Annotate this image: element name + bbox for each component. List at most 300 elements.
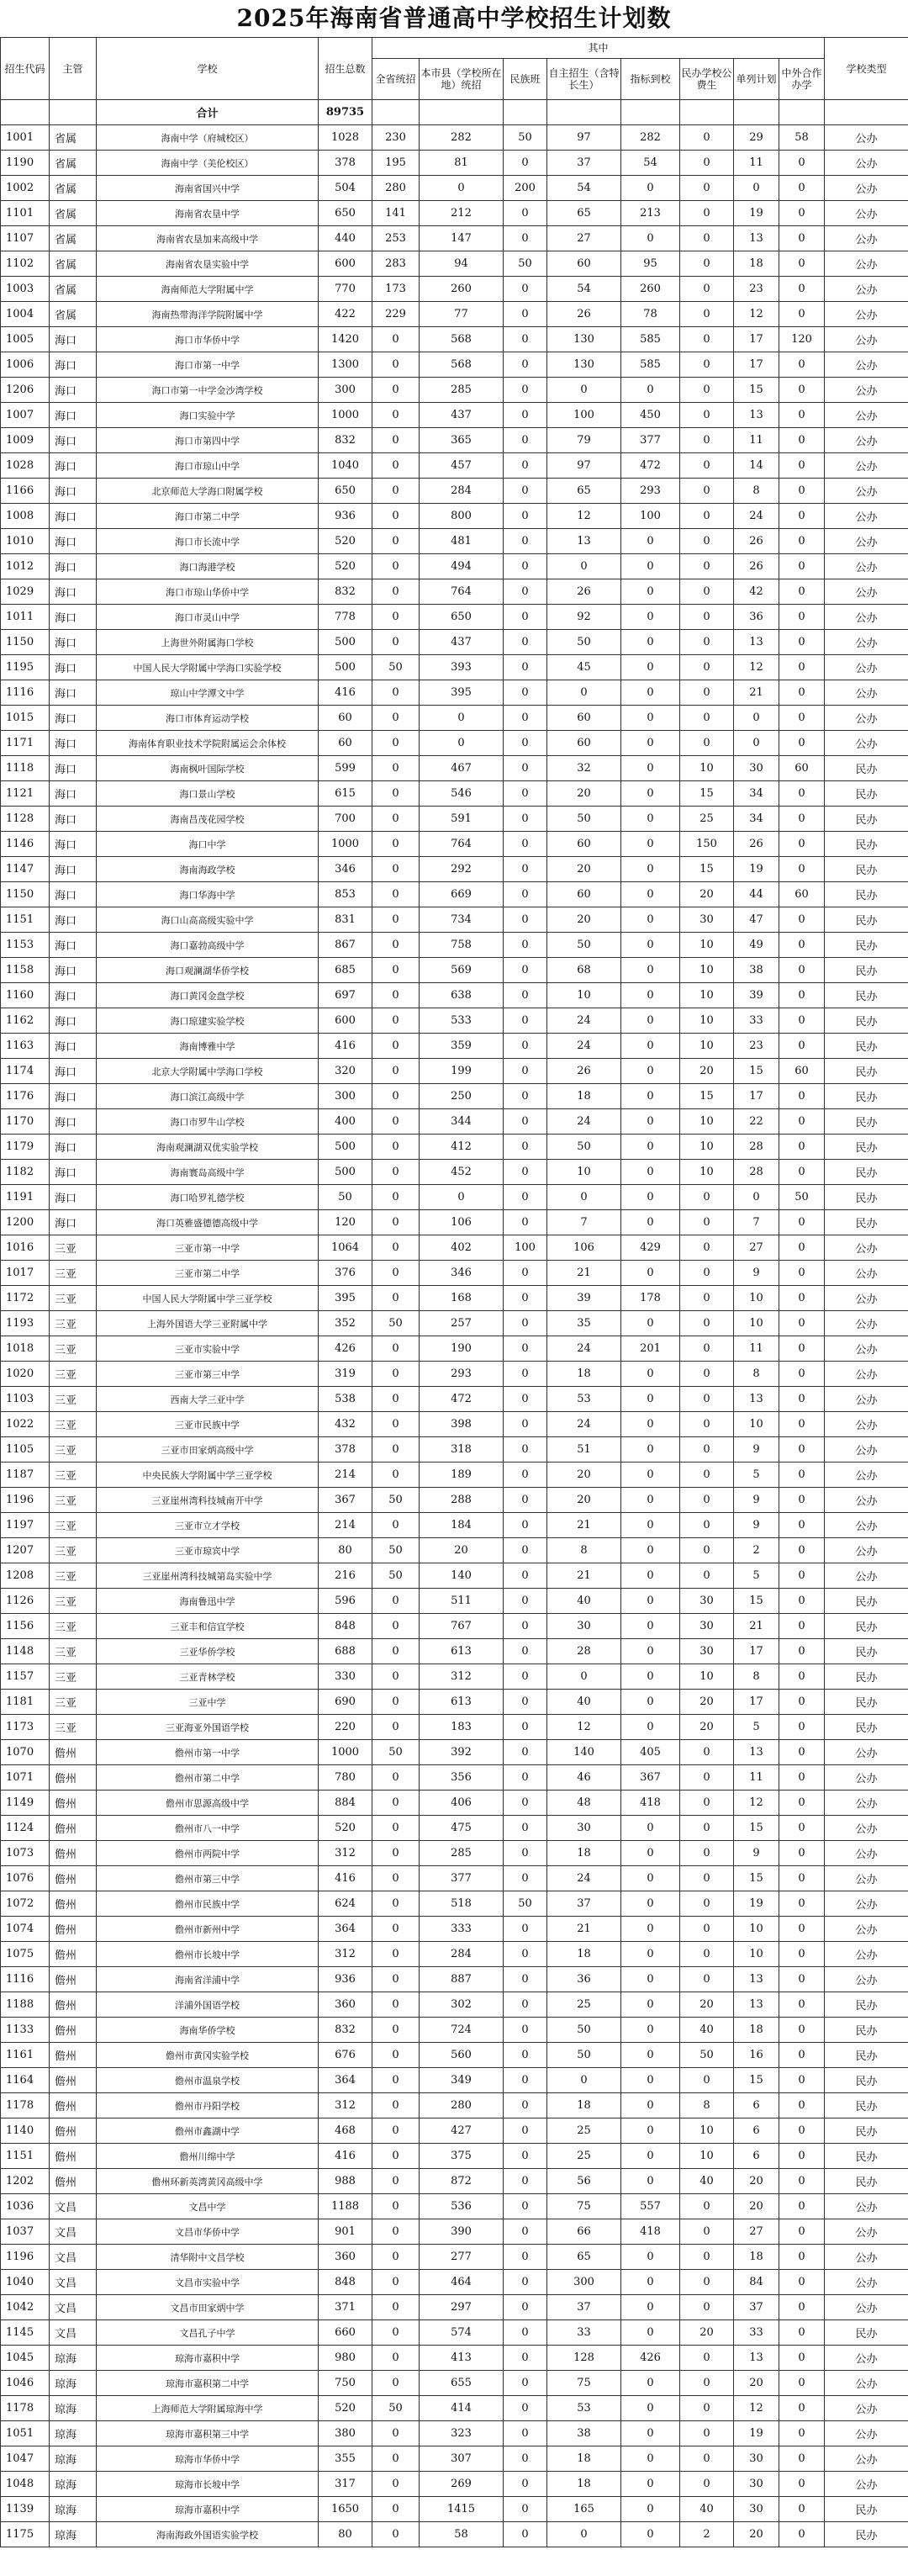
cell-type: 民办	[825, 983, 908, 1008]
cell-minban: 0	[680, 630, 734, 655]
cell-school: 海南热带海洋学院附属中学	[97, 302, 319, 327]
cell-school: 海口市华侨中学	[97, 327, 319, 352]
cell-minzu: 0	[504, 2068, 547, 2093]
cell-minzu: 0	[504, 529, 547, 554]
cell-zhibiao: 0	[621, 1084, 680, 1109]
cell-code: 1150	[1, 882, 50, 907]
cell-zhibiao: 0	[621, 2245, 680, 2270]
cell-province: 0	[372, 1765, 420, 1791]
cell-dept: 三亚	[50, 1235, 97, 1261]
cell-code: 1145	[1, 2320, 50, 2346]
cell-local: 250	[420, 1084, 504, 1109]
cell-minzu: 0	[504, 1866, 547, 1891]
table-row	[1, 1387, 908, 1412]
cell-zhongwai: 0	[779, 1235, 825, 1261]
cell-dept: 海口	[50, 781, 97, 807]
cell-type: 民办	[825, 781, 908, 807]
table-row	[1, 2068, 908, 2093]
cell-zizhu: 24	[547, 1412, 621, 1437]
cell-minban: 20	[680, 1059, 734, 1084]
table-row	[1, 2421, 908, 2446]
cell-zhongwai: 0	[779, 1917, 825, 1942]
cell-zhibiao: 201	[621, 1336, 680, 1362]
table-row	[1, 1210, 908, 1235]
cell-local: 323	[420, 2421, 504, 2446]
table-row	[1, 1563, 908, 1589]
cell-minban: 0	[680, 731, 734, 756]
cell-total: 688	[319, 1639, 372, 1664]
cell-total: 504	[319, 176, 372, 201]
cell-zhongwai: 0	[779, 630, 825, 655]
cell-zhongwai: 0	[779, 1639, 825, 1664]
cell-code: 1121	[1, 781, 50, 807]
cell-province: 0	[372, 1185, 420, 1210]
cell-zhibiao: 0	[621, 1008, 680, 1034]
cell-school: 儋州市两院中学	[97, 1841, 319, 1866]
cell-school: 海南观澜湖双优实验学校	[97, 1135, 319, 1160]
cell-code: 1116	[1, 680, 50, 706]
cell-zhongwai: 0	[779, 2371, 825, 2396]
cell-danlie: 34	[734, 781, 779, 807]
cell-type: 民办	[825, 1690, 908, 1715]
cell-total: 364	[319, 2068, 372, 2093]
cell-zhibiao: 0	[621, 605, 680, 630]
cell-code: 1160	[1, 983, 50, 1008]
cell-danlie: 36	[734, 605, 779, 630]
cell-dept: 海口	[50, 807, 97, 832]
summary-cell	[621, 100, 680, 125]
cell-type: 公办	[825, 1336, 908, 1362]
cell-danlie: 29	[734, 125, 779, 151]
cell-zizhu: 38	[547, 2421, 621, 2446]
cell-local: 467	[420, 756, 504, 781]
cell-minban: 10	[680, 1160, 734, 1185]
cell-code: 1102	[1, 251, 50, 277]
cell-zizhu: 18	[547, 1084, 621, 1109]
cell-province: 50	[372, 1563, 420, 1589]
cell-zhongwai: 0	[779, 378, 825, 403]
cell-total: 848	[319, 2270, 372, 2295]
cell-local: 77	[420, 302, 504, 327]
cell-local: 284	[420, 479, 504, 504]
cell-type: 公办	[825, 2421, 908, 2446]
cell-danlie: 11	[734, 428, 779, 453]
cell-minzu: 0	[504, 504, 547, 529]
cell-type: 民办	[825, 2522, 908, 2547]
cell-zhongwai: 0	[779, 1034, 825, 1059]
cell-minban: 0	[680, 1942, 734, 1967]
cell-code: 1022	[1, 1412, 50, 1437]
cell-local: 452	[420, 1160, 504, 1185]
cell-total: 520	[319, 529, 372, 554]
cell-school: 琼山中学潭文中学	[97, 680, 319, 706]
table-row	[1, 554, 908, 579]
cell-minban: 0	[680, 1210, 734, 1235]
cell-zhongwai: 0	[779, 428, 825, 453]
cell-local: 427	[420, 2118, 504, 2144]
cell-local: 437	[420, 403, 504, 428]
cell-province: 50	[372, 655, 420, 680]
summary-cell	[680, 100, 734, 125]
cell-school: 海口市第一中学	[97, 352, 319, 378]
cell-dept: 儋州	[50, 2169, 97, 2194]
cell-type: 公办	[825, 1437, 908, 1463]
cell-dept: 海口	[50, 1084, 97, 1109]
cell-total: 596	[319, 1589, 372, 1614]
cell-province: 0	[372, 1463, 420, 1488]
table-row	[1, 226, 908, 251]
cell-dept: 儋州	[50, 2118, 97, 2144]
cell-zhongwai: 60	[779, 1059, 825, 1084]
cell-code: 1139	[1, 2497, 50, 2522]
cell-minzu: 0	[504, 2144, 547, 2169]
cell-zhongwai: 0	[779, 1160, 825, 1185]
cell-minban: 0	[680, 378, 734, 403]
cell-local: 518	[420, 1891, 504, 1917]
cell-type: 公办	[825, 1235, 908, 1261]
cell-type: 公办	[825, 655, 908, 680]
cell-zhongwai: 0	[779, 352, 825, 378]
cell-zhibiao: 418	[621, 2219, 680, 2245]
cell-school: 三亚市田家炳高级中学	[97, 1437, 319, 1463]
cell-zhibiao: 0	[621, 554, 680, 579]
cell-school: 海南鲁迅中学	[97, 1589, 319, 1614]
cell-minzu: 0	[504, 1942, 547, 1967]
cell-minzu: 0	[504, 1135, 547, 1160]
cell-province: 0	[372, 2371, 420, 2396]
cell-minban: 10	[680, 756, 734, 781]
cell-local: 168	[420, 1286, 504, 1311]
cell-zhibiao: 0	[621, 781, 680, 807]
cell-province: 0	[372, 1917, 420, 1942]
cell-total: 500	[319, 630, 372, 655]
header-dept: 主管	[50, 38, 97, 100]
cell-province: 0	[372, 352, 420, 378]
cell-type: 公办	[825, 1311, 908, 1336]
table-row	[1, 2245, 908, 2270]
cell-type: 公办	[825, 1765, 908, 1791]
cell-total: 867	[319, 933, 372, 958]
cell-zhibiao: 0	[621, 832, 680, 857]
cell-danlie: 12	[734, 302, 779, 327]
cell-zhibiao: 0	[621, 176, 680, 201]
cell-danlie: 13	[734, 1992, 779, 2018]
cell-minban: 10	[680, 983, 734, 1008]
cell-local: 260	[420, 277, 504, 302]
cell-minzu: 0	[504, 983, 547, 1008]
cell-code: 1164	[1, 2068, 50, 2093]
cell-local: 494	[420, 554, 504, 579]
cell-province: 0	[372, 983, 420, 1008]
cell-minban: 0	[680, 2472, 734, 2497]
cell-total: 80	[319, 1538, 372, 1563]
cell-minban: 150	[680, 832, 734, 857]
cell-type: 公办	[825, 1286, 908, 1311]
cell-zhibiao: 0	[621, 378, 680, 403]
cell-danlie: 47	[734, 907, 779, 933]
cell-minzu: 0	[504, 680, 547, 706]
table-row	[1, 958, 908, 983]
cell-zhongwai: 120	[779, 327, 825, 352]
cell-local: 199	[420, 1059, 504, 1084]
cell-code: 1156	[1, 1614, 50, 1639]
cell-minban: 30	[680, 1614, 734, 1639]
cell-minban: 0	[680, 529, 734, 554]
cell-zizhu: 37	[547, 1891, 621, 1917]
cell-zhongwai: 0	[779, 1336, 825, 1362]
cell-total: 346	[319, 857, 372, 882]
cell-minban: 50	[680, 2043, 734, 2068]
cell-danlie: 0	[734, 731, 779, 756]
cell-danlie: 19	[734, 201, 779, 226]
cell-danlie: 44	[734, 882, 779, 907]
cell-total: 600	[319, 1008, 372, 1034]
cell-total: 312	[319, 1942, 372, 1967]
cell-school: 三亚丰和信宜学校	[97, 1614, 319, 1639]
cell-total: 520	[319, 554, 372, 579]
cell-province: 0	[372, 807, 420, 832]
cell-zhongwai: 0	[779, 933, 825, 958]
cell-province: 0	[372, 378, 420, 403]
cell-school: 海南海政学校	[97, 857, 319, 882]
cell-school: 北京大学附属中学海口学校	[97, 1059, 319, 1084]
cell-zizhu: 0	[547, 1664, 621, 1690]
cell-code: 1009	[1, 428, 50, 453]
cell-school: 琼海市嘉积中学	[97, 2346, 319, 2371]
cell-total: 1188	[319, 2194, 372, 2219]
cell-minzu: 0	[504, 1715, 547, 1740]
cell-minban: 20	[680, 882, 734, 907]
cell-school: 海口华海中学	[97, 882, 319, 907]
table-row	[1, 2270, 908, 2295]
table-row	[1, 1992, 908, 2018]
cell-total: 599	[319, 756, 372, 781]
cell-local: 293	[420, 1362, 504, 1387]
cell-dept: 儋州	[50, 1765, 97, 1791]
cell-code: 1076	[1, 1866, 50, 1891]
cell-province: 0	[372, 933, 420, 958]
cell-zhibiao: 0	[621, 579, 680, 605]
cell-type: 公办	[825, 479, 908, 504]
cell-minzu: 0	[504, 1034, 547, 1059]
cell-minzu: 0	[504, 1210, 547, 1235]
cell-province: 0	[372, 2118, 420, 2144]
cell-zizhu: 40	[547, 1690, 621, 1715]
cell-minzu: 0	[504, 1639, 547, 1664]
cell-province: 0	[372, 2245, 420, 2270]
cell-minban: 25	[680, 807, 734, 832]
cell-school: 海口市罗牛山学校	[97, 1109, 319, 1135]
cell-minban: 0	[680, 1967, 734, 1992]
cell-province: 0	[372, 1589, 420, 1614]
cell-local: 292	[420, 857, 504, 882]
cell-dept: 海口	[50, 1059, 97, 1084]
cell-province: 195	[372, 151, 420, 176]
cell-province: 0	[372, 2295, 420, 2320]
cell-province: 0	[372, 403, 420, 428]
cell-dept: 儋州	[50, 1791, 97, 1816]
cell-danlie: 23	[734, 1034, 779, 1059]
cell-total: 1000	[319, 1740, 372, 1765]
cell-zizhu: 140	[547, 1740, 621, 1765]
cell-school: 儋州环新英湾黄冈高级中学	[97, 2169, 319, 2194]
cell-zhongwai: 0	[779, 1816, 825, 1841]
table-row	[1, 1614, 908, 1639]
cell-type: 民办	[825, 1084, 908, 1109]
cell-school: 海口市长流中学	[97, 529, 319, 554]
cell-province: 230	[372, 125, 420, 151]
cell-dept: 省属	[50, 125, 97, 151]
cell-zizhu: 0	[547, 378, 621, 403]
cell-zizhu: 20	[547, 1463, 621, 1488]
cell-zhongwai: 60	[779, 756, 825, 781]
cell-minban: 10	[680, 2118, 734, 2144]
cell-zizhu: 28	[547, 1639, 621, 1664]
summary-cell	[50, 100, 97, 125]
cell-local: 184	[420, 1513, 504, 1538]
cell-zhibiao: 0	[621, 1715, 680, 1740]
cell-minban: 0	[680, 1513, 734, 1538]
cell-zhibiao: 0	[621, 680, 680, 706]
cell-local: 277	[420, 2245, 504, 2270]
cell-zizhu: 26	[547, 579, 621, 605]
cell-danlie: 13	[734, 2346, 779, 2371]
table-row	[1, 1690, 908, 1715]
cell-zizhu: 106	[547, 1235, 621, 1261]
cell-minzu: 0	[504, 605, 547, 630]
cell-type: 民办	[825, 1185, 908, 1210]
cell-total: 1028	[319, 125, 372, 151]
cell-zhibiao: 0	[621, 706, 680, 731]
cell-zhibiao: 0	[621, 1059, 680, 1084]
cell-local: 560	[420, 2043, 504, 2068]
cell-danlie: 12	[734, 2396, 779, 2421]
cell-minban: 0	[680, 706, 734, 731]
cell-local: 307	[420, 2446, 504, 2472]
cell-dept: 儋州	[50, 1841, 97, 1866]
cell-school: 儋州市思源高级中学	[97, 1791, 319, 1816]
cell-type: 民办	[825, 1614, 908, 1639]
cell-dept: 儋州	[50, 1967, 97, 1992]
cell-school: 上海外国语大学三亚附属中学	[97, 1311, 319, 1336]
cell-dept: 三亚	[50, 1488, 97, 1513]
cell-zizhu: 65	[547, 201, 621, 226]
cell-total: 120	[319, 1210, 372, 1235]
cell-zhongwai: 0	[779, 2446, 825, 2472]
cell-danlie: 20	[734, 2522, 779, 2547]
cell-school: 文昌孔子中学	[97, 2320, 319, 2346]
cell-type: 公办	[825, 176, 908, 201]
table-row	[1, 1362, 908, 1387]
cell-province: 0	[372, 1160, 420, 1185]
cell-zhongwai: 0	[779, 1614, 825, 1639]
cell-code: 1140	[1, 2118, 50, 2144]
cell-type: 民办	[825, 1639, 908, 1664]
cell-school: 海口市体育运动学校	[97, 706, 319, 731]
cell-zizhu: 92	[547, 605, 621, 630]
cell-zhibiao: 0	[621, 2497, 680, 2522]
cell-dept: 儋州	[50, 2093, 97, 2118]
cell-minzu: 0	[504, 302, 547, 327]
cell-school: 海南昌茂花园学校	[97, 807, 319, 832]
cell-local: 638	[420, 983, 504, 1008]
cell-total: 853	[319, 882, 372, 907]
cell-dept: 海口	[50, 882, 97, 907]
table-row	[1, 680, 908, 706]
cell-zhibiao: 0	[621, 2068, 680, 2093]
cell-minban: 0	[680, 1336, 734, 1362]
cell-code: 1042	[1, 2295, 50, 2320]
cell-minban: 10	[680, 958, 734, 983]
cell-school: 海南枫叶国际学校	[97, 756, 319, 781]
cell-zizhu: 66	[547, 2219, 621, 2245]
cell-province: 0	[372, 680, 420, 706]
cell-zizhu: 53	[547, 1387, 621, 1412]
cell-zizhu: 0	[547, 2522, 621, 2547]
cell-danlie: 18	[734, 2018, 779, 2043]
cell-danlie: 33	[734, 1008, 779, 1034]
cell-code: 1040	[1, 2270, 50, 2295]
cell-zhibiao: 426	[621, 2346, 680, 2371]
cell-zhibiao: 0	[621, 2043, 680, 2068]
cell-local: 457	[420, 453, 504, 479]
cell-local: 140	[420, 1563, 504, 1589]
cell-minban: 0	[680, 1538, 734, 1563]
cell-zhibiao: 0	[621, 2472, 680, 2497]
cell-zhongwai: 0	[779, 907, 825, 933]
cell-minzu: 0	[504, 378, 547, 403]
cell-minban: 0	[680, 201, 734, 226]
cell-type: 公办	[825, 428, 908, 453]
cell-zizhu: 18	[547, 1841, 621, 1866]
cell-code: 1011	[1, 605, 50, 630]
cell-type: 民办	[825, 2320, 908, 2346]
cell-minban: 10	[680, 1008, 734, 1034]
cell-zizhu: 0	[547, 554, 621, 579]
cell-total: 60	[319, 731, 372, 756]
cell-type: 公办	[825, 1412, 908, 1437]
cell-minzu: 0	[504, 453, 547, 479]
cell-type: 公办	[825, 201, 908, 226]
cell-zhongwai: 0	[779, 1008, 825, 1034]
cell-zhongwai: 0	[779, 1538, 825, 1563]
cell-local: 346	[420, 1261, 504, 1286]
cell-zizhu: 97	[547, 453, 621, 479]
cell-type: 公办	[825, 1513, 908, 1538]
cell-minzu: 0	[504, 1992, 547, 2018]
cell-zhibiao: 213	[621, 201, 680, 226]
cell-minzu: 0	[504, 151, 547, 176]
cell-minban: 0	[680, 1866, 734, 1891]
cell-province: 0	[372, 529, 420, 554]
cell-zhibiao: 0	[621, 983, 680, 1008]
cell-code: 1206	[1, 378, 50, 403]
cell-province: 0	[372, 1362, 420, 1387]
cell-dept: 三亚	[50, 1639, 97, 1664]
cell-province: 0	[372, 1135, 420, 1160]
cell-province: 0	[372, 2018, 420, 2043]
cell-zhongwai: 0	[779, 2194, 825, 2219]
cell-dept: 海口	[50, 655, 97, 680]
cell-school: 海南省国兴中学	[97, 176, 319, 201]
cell-type: 公办	[825, 605, 908, 630]
cell-minzu: 0	[504, 1917, 547, 1942]
cell-minban: 0	[680, 428, 734, 453]
cell-type: 民办	[825, 756, 908, 781]
cell-zizhu: 21	[547, 1563, 621, 1589]
table-row	[1, 1135, 908, 1160]
cell-minzu: 0	[504, 1740, 547, 1765]
